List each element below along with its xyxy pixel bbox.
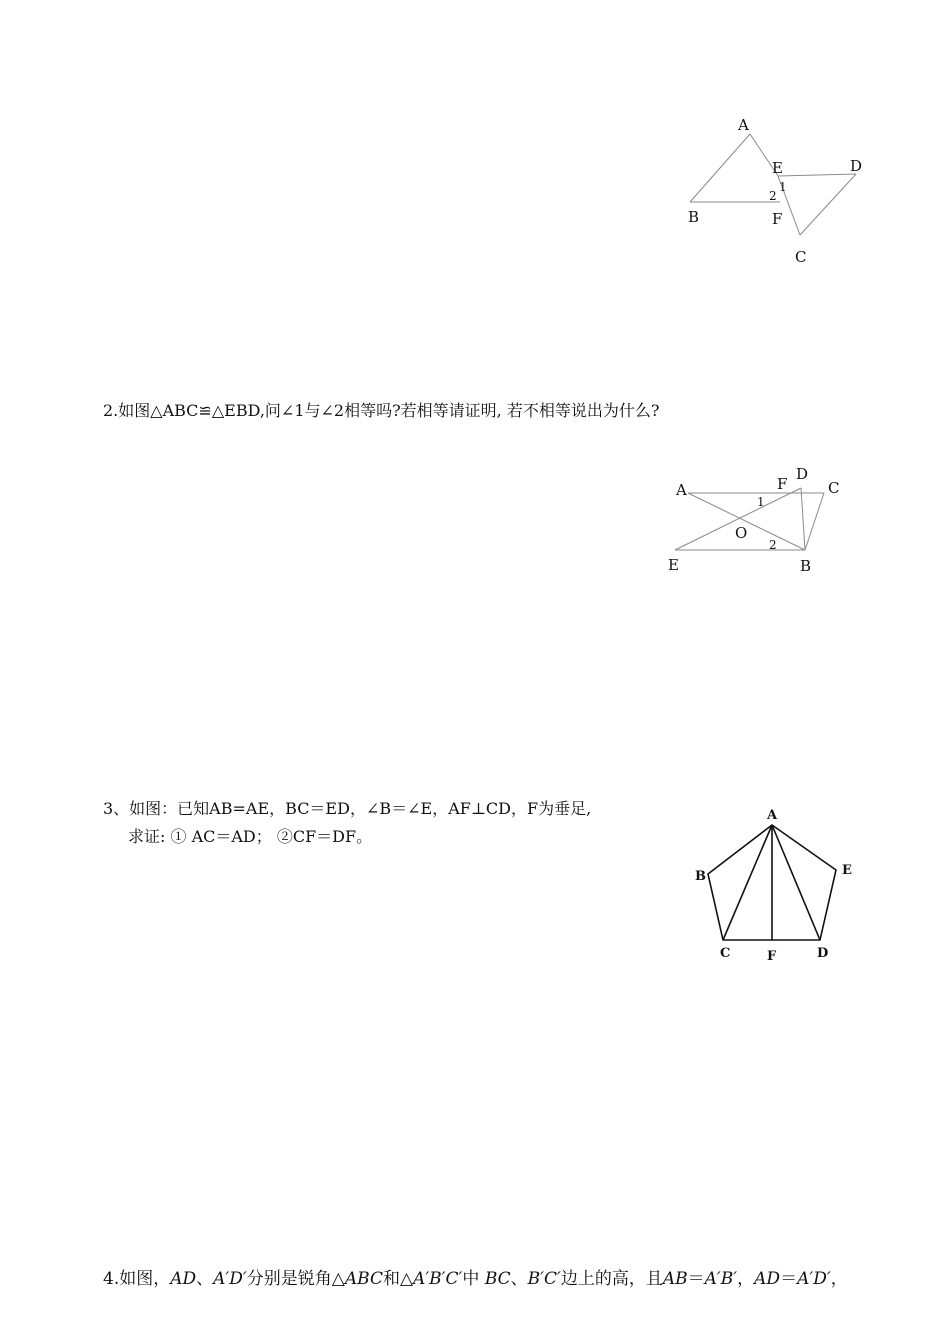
segment-cb [805,493,824,550]
question-4 [103,1267,848,1291]
q4-text-1: 4.如图， [103,1269,171,1289]
q4-math-abc: ABC [344,1269,383,1289]
label-angle-1: 1 [779,180,787,194]
segment-ac [723,825,772,940]
question-3-proof-goals: 求证: ① AC＝AD； ②CF＝DF。 [128,827,373,846]
label-o: O [735,524,748,542]
label-e: E [772,159,783,177]
segment-dc [800,174,856,235]
q4-math-b-prime-c-prime: B′C′ [527,1269,561,1289]
segment-ab [690,134,750,202]
label-c: C [720,946,731,961]
label-e: E [842,863,852,878]
question-3-statement: 3、如图：已知AB=AE，BC＝ED，∠B＝∠E，AF⊥CD，F为垂足, [103,799,592,818]
question-2-text: 2.如图△ABC≌△EBD,问∠1与∠2相等吗?若相等请证明, 若不相等说出为什么? [103,401,660,420]
label-b: B [688,208,700,226]
segment-ed [778,174,856,176]
q4-math-ad-2: AD [754,1269,781,1289]
label-f: F [772,210,783,228]
label-e: E [668,556,679,574]
q4-text-5: 中 [462,1269,485,1289]
q4-math-ab: AB [662,1269,688,1289]
label-angle-2: 2 [769,189,777,203]
label-f: F [767,949,777,964]
label-angle-1: 1 [757,495,765,509]
question-3-line-1 [103,797,591,821]
label-f: F [777,475,788,493]
label-d: D [796,465,809,483]
q4-math-ad: AD [170,1269,197,1289]
question-2 [103,399,659,423]
figure-3 [680,800,860,970]
label-b: B [800,557,812,575]
q4-text-4: 和△ [382,1269,414,1289]
label-c: C [795,248,807,266]
label-a: A [738,116,749,134]
q4-math-bc: BC [484,1269,511,1289]
segment-db [801,488,805,550]
q4-text-11: ， [830,1269,848,1289]
label-a: A [676,481,687,499]
label-a: A [767,808,778,823]
q4-text-9: ， [737,1269,755,1289]
figure-2 [660,460,860,580]
q4-math-a-prime-b-prime: A′B′ [704,1269,738,1289]
q4-math-a-prime-d-prime: A′D′ [213,1269,247,1289]
label-angle-2: 2 [769,538,777,552]
q4-text-10: ＝ [780,1269,798,1289]
label-c: C [828,479,840,497]
label-d: D [850,157,863,175]
q4-math-a-prime-b-prime-c-prime: A′B′C′ [413,1269,463,1289]
q4-text-2: 、 [196,1269,214,1289]
q4-text-7: 边上的高，且 [560,1269,663,1289]
question-3-line-2 [128,825,372,849]
q4-math-a-prime-d-prime-2: A′D′ [797,1269,831,1289]
label-b: B [695,869,706,884]
q4-text-6: 、 [510,1269,528,1289]
q4-text-3: 分别是锐角△ [246,1269,345,1289]
q4-text-8: ＝ [687,1269,705,1289]
label-d: D [817,946,829,961]
figure-1 [660,100,880,280]
